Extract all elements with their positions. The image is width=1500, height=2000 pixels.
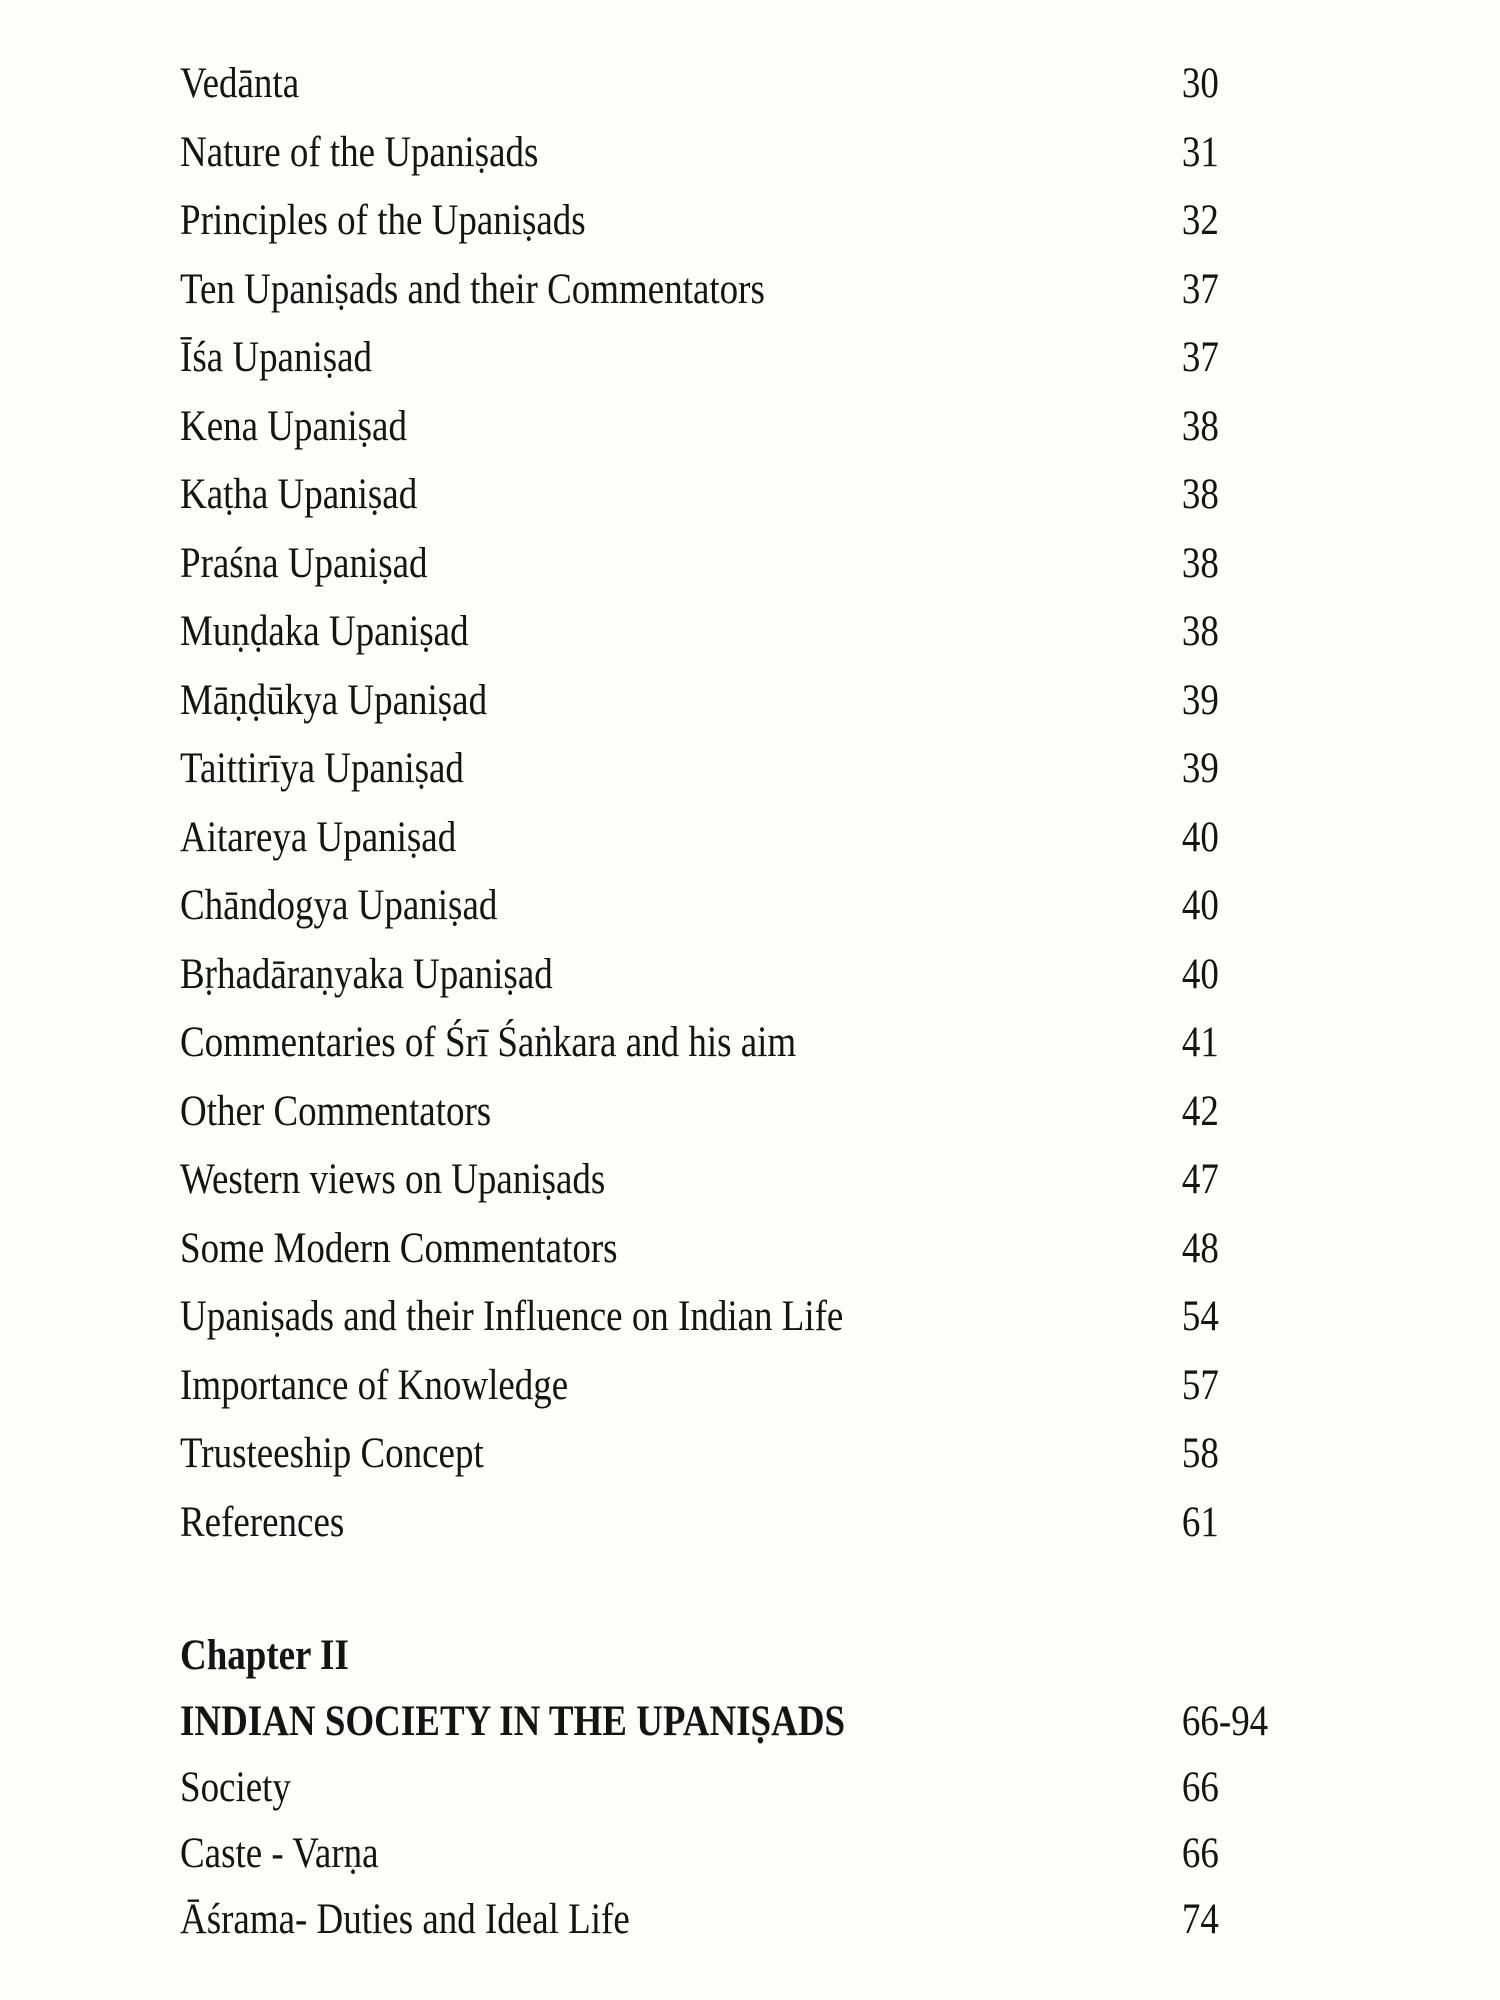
toc-entry [180,1009,1360,1078]
toc-entry-page: 40 [1181,882,1219,929]
toc-entry [180,735,1360,804]
toc-entry [180,1420,1360,1489]
toc-entry-title: Aitareya Upaniṣad [180,813,457,861]
toc-entry-title: Commentaries of Śrī Śaṅkara and his aim [180,1019,797,1066]
toc-entry-page: 40 [1181,950,1219,998]
chapter-heading [180,1689,1360,1755]
toc-entry-title: Chāndogya Upaniṣad [180,882,498,929]
toc-entry [180,187,1360,256]
toc-entry [180,324,1360,393]
toc-entry-page: 47 [1181,1156,1219,1203]
chapter-title: INDIAN SOCIETY IN THE UPANIṢADS [180,1698,846,1745]
toc-entry-title: Importance of Knowledge [180,1361,569,1409]
toc-entry [180,119,1360,188]
toc-entry [180,461,1360,530]
toc-entry-title: Vedānta [180,60,300,107]
toc-entry-title: Māṇḍūkya Upaniṣad [180,676,488,724]
toc-entry [180,1352,1360,1421]
toc-entry-title: Upaniṣads and their Influence on Indian Life [180,1293,844,1340]
toc-entry [180,1887,1360,1953]
toc-entry-page: 58 [1181,1430,1219,1477]
toc-entry-title: Principles of the Upaniṣads [180,197,586,244]
toc-entry [180,393,1360,462]
table-of-contents [180,50,1360,1953]
toc-entry [180,1146,1360,1215]
toc-entry-page: 40 [1181,813,1219,861]
toc-entry-page: 38 [1181,539,1219,587]
toc-entry-title: Trusteeship Concept [180,1430,484,1477]
toc-entry [180,256,1360,325]
toc-entry [180,941,1360,1010]
toc-entry-page: 66 [1181,1764,1219,1811]
chapter-label: Chapter II [180,1632,349,1679]
toc-entry-title: Kena Upaniṣad [180,402,407,450]
chapter-page-range: 66-94 [1181,1698,1269,1745]
chapter-entries [180,1755,1360,1953]
toc-entry-title: Kaṭha Upaniṣad [180,471,418,518]
toc-entry [180,1821,1360,1887]
toc-entry-page: 37 [1181,265,1219,313]
toc-entry-page: 57 [1181,1361,1219,1409]
toc-entry [180,1078,1360,1147]
toc-entry [180,1283,1360,1352]
toc-entry-page: 61 [1181,1498,1219,1546]
toc-entry-page: 41 [1181,1019,1219,1066]
toc-entry-title: Āśrama- Duties and Ideal Life [180,1896,630,1943]
toc-entry [180,667,1360,736]
toc-entry-title: Taittirīya Upaniṣad [180,745,464,792]
toc-entry-page: 38 [1181,471,1219,518]
toc-entry [180,1489,1360,1558]
toc-entry-page: 42 [1181,1087,1219,1135]
toc-entry-title: Caste - Varṇa [180,1830,379,1877]
toc-entry [180,530,1360,599]
toc-entry-title: Some Modern Commentators [180,1224,618,1272]
toc-entry [180,1215,1360,1284]
toc-entry [180,872,1360,941]
toc-entry-title: Other Commentators [180,1087,492,1135]
toc-entry-title: References [180,1498,345,1546]
toc-entry-page: 66 [1181,1830,1219,1877]
toc-entry-page: 31 [1181,128,1219,176]
toc-entry [180,50,1360,119]
toc-entry-title: Nature of the Upaniṣads [180,128,539,176]
toc-entry-title: Bṛhadāraṇyaka Upaniṣad [180,950,553,998]
toc-entry-title: Īśa Upaniṣad [180,334,373,381]
toc-entry-page: 30 [1181,60,1219,107]
toc-entry-title: Muṇḍaka Upaniṣad [180,608,469,655]
toc-entry-page: 38 [1181,402,1219,450]
toc-entry-page: 32 [1181,197,1219,244]
toc-entry-page: 48 [1181,1224,1219,1272]
section-gap [180,1557,1360,1623]
toc-entry [180,1755,1360,1821]
toc-entry-page: 37 [1181,334,1219,381]
toc-entry-page: 38 [1181,608,1219,655]
toc-entry-title: Western views on Upaniṣads [180,1156,606,1203]
toc-entry [180,598,1360,667]
toc-entry-title: Ten Upaniṣads and their Commentators [180,265,765,313]
toc-entry-title: Praśna Upaniṣad [180,539,428,587]
toc-entry [180,804,1360,873]
toc-entry-page: 54 [1181,1293,1219,1340]
toc-entry-page: 39 [1181,745,1219,792]
toc-entry-title: Society [180,1764,291,1811]
toc-entry-page: 74 [1181,1896,1219,1943]
toc-entry-page: 39 [1181,676,1219,724]
